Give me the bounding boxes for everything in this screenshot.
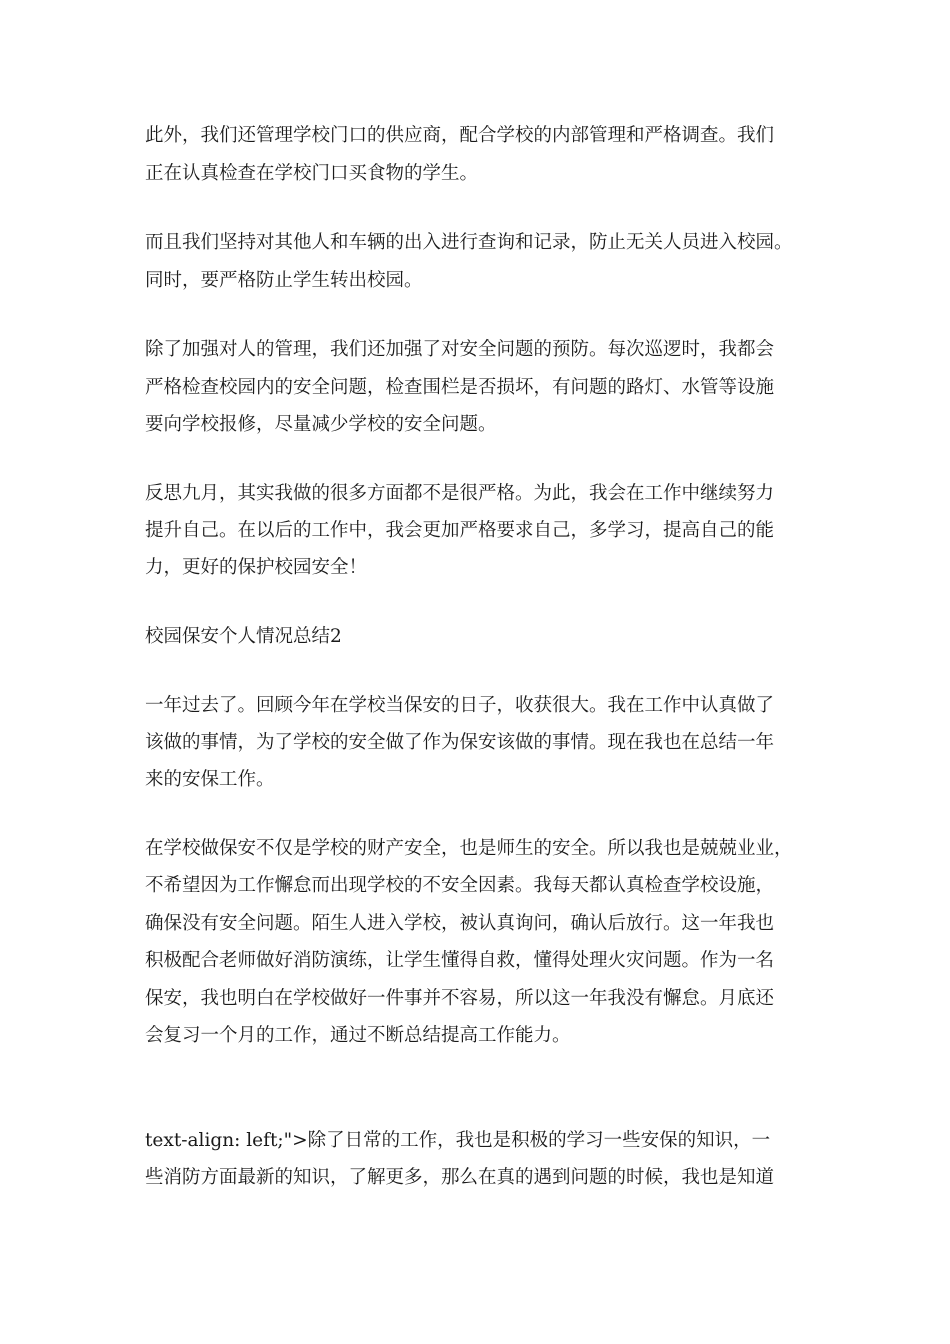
text-line: 不希望因为工作懈怠而出现学校的不安全因素。我每天都认真检查学校设施，	[145, 875, 775, 896]
text-line: 该做的事情，为了学校的安全做了作为保安该做的事情。现在我也在总结一年	[145, 732, 775, 753]
text-line: 此外，我们还管理学校门口的供应商，配合学校的内部管理和严格调查。我们	[145, 125, 775, 146]
text-line: 正在认真检查在学校门口买食物的学生。	[145, 163, 479, 184]
text-line: 来的安保工作。	[145, 769, 275, 790]
text-line: 一年过去了。回顾今年在学校当保安的日子，收获很大。我在工作中认真做了	[145, 695, 775, 716]
text-line: 除了加强对人的管理，我们还加强了对安全问题的预防。每次巡逻时，我都会	[145, 339, 775, 360]
text-line: 些消防方面最新的知识，了解更多，那么在真的遇到问题的时候，我也是知道	[145, 1167, 775, 1188]
text-line: 而且我们坚持对其他人和车辆的出入进行查询和记录，防止无关人员进入校园。	[145, 232, 793, 253]
section-title: 校园保安个人情况总结2	[145, 626, 342, 647]
text-line: 在学校做保安不仅是学校的财产安全，也是师生的安全。所以我也是兢兢业业，	[145, 838, 793, 859]
text-line: 会复习一个月的工作，通过不断总结提高工作能力。	[145, 1025, 571, 1046]
text-line: 严格检查校园内的安全问题，检查围栏是否损坏，有问题的路灯、水管等设施	[145, 377, 775, 398]
text-line: 力，更好的保护校园安全！	[145, 557, 368, 578]
text-line: 反思九月，其实我做的很多方面都不是很严格。为此，我会在工作中继续努力	[145, 483, 775, 504]
text-line: 确保没有安全问题。陌生人进入学校，被认真询问，确认后放行。这一年我也	[145, 913, 775, 934]
text-line: 保安，我也明白在学校做好一件事并不容易，所以这一年我没有懈怠。月底还	[145, 988, 775, 1009]
text-line: text-align: left;">除了日常的工作，我也是积极的学习一些安保的知识，一	[145, 1130, 771, 1151]
text-line: 积极配合老师做好消防演练，让学生懂得自救，懂得处理火灾问题。作为一名	[145, 950, 775, 971]
text-line: 提升自己。在以后的工作中，我会更加严格要求自己，多学习，提高自己的能	[145, 520, 775, 541]
text-line: 同时，要严格防止学生转出校园。	[145, 270, 423, 291]
text-line: 要向学校报修，尽量减少学校的安全问题。	[145, 414, 497, 435]
